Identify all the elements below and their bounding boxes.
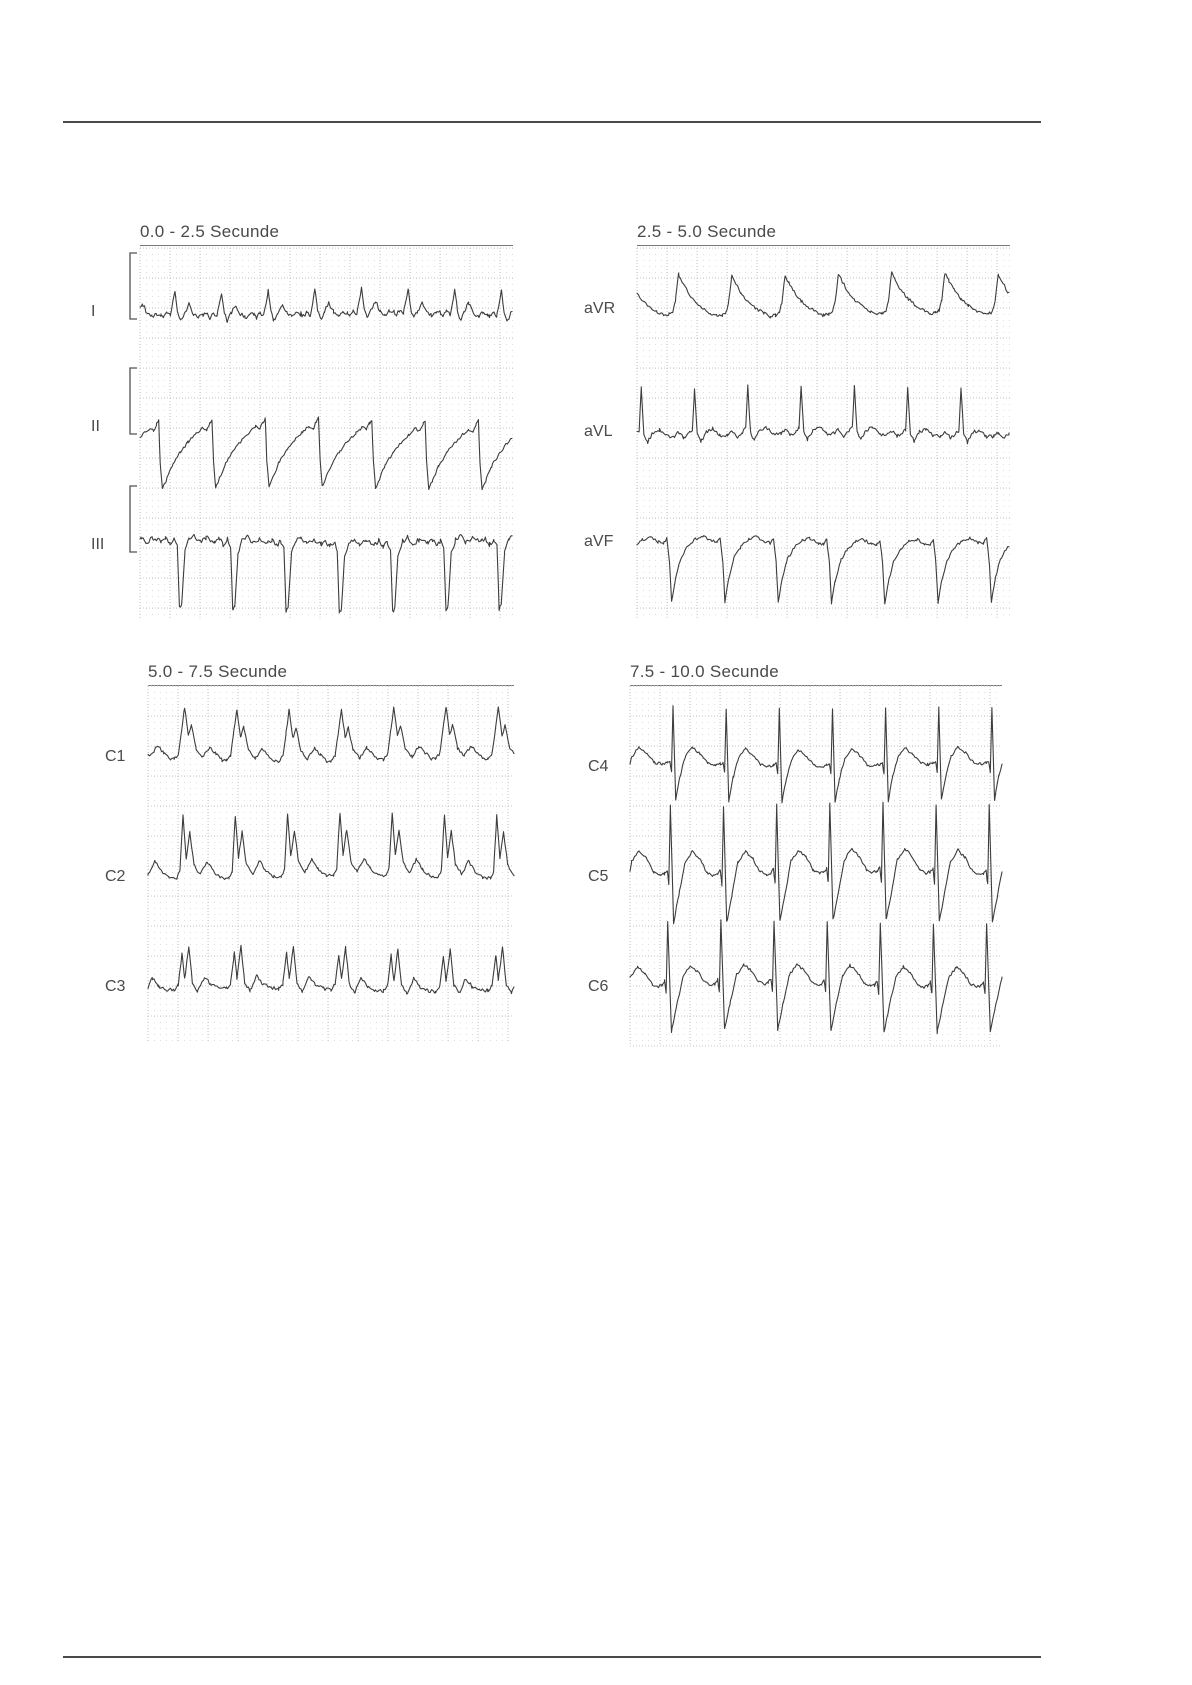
calibration-mark [130, 368, 137, 434]
lead-label-aVR: aVR [584, 300, 616, 317]
lead-label-C4: C4 [588, 758, 609, 775]
lead-label-C2: C2 [105, 868, 126, 885]
calibration-mark [130, 486, 137, 552]
ecg-section-chest-2 [578, 662, 1008, 1062]
lead-label-C5: C5 [588, 868, 609, 885]
ecg-section-chest-1 [95, 662, 525, 1062]
section-title: 0.0 - 2.5 Secunde [140, 222, 513, 246]
header-rule [63, 121, 1041, 123]
ecg-strip-chart [630, 686, 1002, 1046]
footer-rule [63, 1656, 1041, 1658]
lead-label-aVF: aVF [584, 533, 614, 550]
lead-label-C3: C3 [105, 978, 126, 995]
ecg-strip-chart [140, 248, 513, 620]
calibration-mark [130, 253, 137, 319]
ecg-strip-chart [148, 686, 514, 1042]
lead-label-II: II [91, 418, 100, 435]
lead-label-I: I [91, 303, 96, 320]
ecg-strip-chart [637, 248, 1010, 620]
lead-label-aVL: aVL [584, 423, 613, 440]
section-title: 2.5 - 5.0 Secunde [637, 222, 1010, 246]
ecg-section-augmented [580, 222, 1020, 632]
lead-label-III: III [91, 536, 105, 553]
ecg-section-limb-1 [85, 222, 525, 632]
lead-label-C6: C6 [588, 978, 609, 995]
lead-label-C1: C1 [105, 748, 126, 765]
section-title: 5.0 - 7.5 Secunde [148, 662, 514, 686]
section-title: 7.5 - 10.0 Secunde [630, 662, 1002, 686]
